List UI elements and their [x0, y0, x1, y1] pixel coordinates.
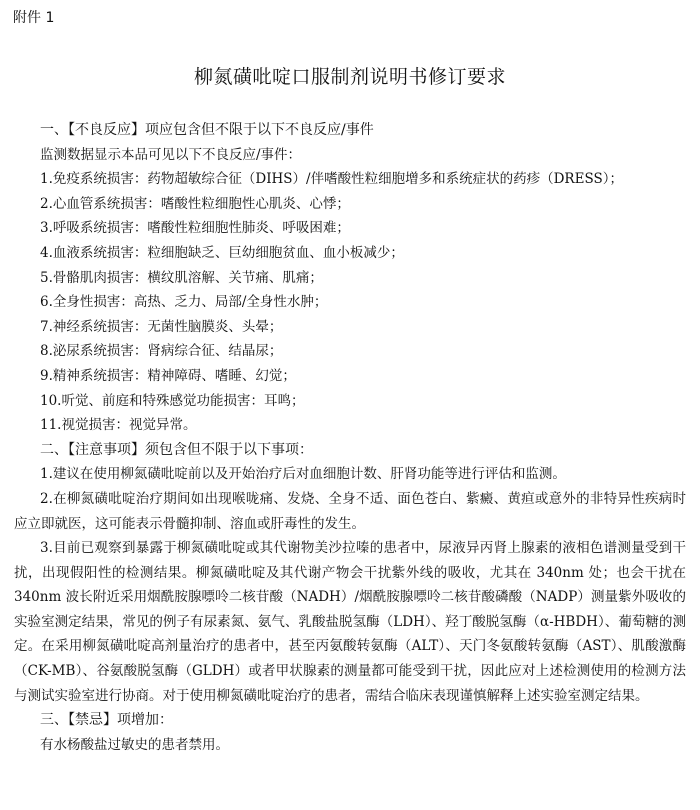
annex-label: 附件 1 [13, 10, 55, 26]
adverse-reaction-item: 8.泌尿系统损害：肾病综合征、结晶尿； [40, 343, 283, 360]
adverse-reaction-item: 7.神经系统损害：无菌性脑膜炎、头晕； [40, 318, 283, 335]
adverse-reaction-item: 2.心血管系统损害：嗜酸性粒细胞性心肌炎、心悸； [40, 195, 350, 212]
adverse-reaction-item: 9.精神系统损害：精神障碍、嗜睡、幻觉； [40, 367, 296, 384]
precaution-paragraph-1: 1.建议在使用柳氮磺吡啶前以及开始治疗后对血细胞计数、肝肾功能等进行评估和监测。 [40, 466, 566, 483]
adverse-reactions-intro: 监测数据显示本品可见以下不良反应/事件： [40, 146, 302, 163]
contraindication-text: 有水杨酸盐过敏史的患者禁用。 [40, 736, 229, 753]
adverse-reaction-item: 5.骨骼肌肉损害：横纹肌溶解、关节痛、肌痛； [40, 269, 323, 286]
adverse-reaction-item: 11.视觉损害：视觉异常。 [40, 417, 197, 434]
precaution-paragraph-2: 2.在柳氮磺吡啶治疗期间如出现喉咙痛、发烧、全身不适、面色苍白、紫癜、黄疸或意外的非特异性疾病时应立即就医，这可能表示骨髓抑制、溶血或肝毒性的发生。 [14, 490, 686, 532]
adverse-reaction-item: 10.听觉、前庭和特殊感觉功能损害：耳鸣； [40, 392, 305, 409]
precaution-paragraph-3: 3.目前已观察到暴露于柳氮磺吡啶或其代谢物美沙拉嗪的患者中，尿液异丙肾上腺素的液相色谱测量受到干扰，出现假阳性的检测结果。柳氮磺吡啶及其代谢产物会干扰紫外线的吸收，尤其在 340nm 处；也会干扰在 340nm 波长附近采用烟酰胺腺嘌呤二核苷酸（NADH）/烟酰胺腺嘌呤二核苷酸磷酸（NADP）测量紫外吸收的实验室测定结果，常见的例子有尿素氮、氨气、乳酸盐脱氢酶（LDH）、羟丁酸脱氢酶（α-HBDH）、葡萄糖的测定。在采用柳氮磺吡啶高剂量治疗的患者中，甚至丙氨酸转氨酶（ALT）、天门冬氨酸转氨酶（AST）、肌酸激酶（CK-MB）、谷氨酸脱氢酶（GLDH）或者甲状腺素的测量都可能受到干扰，因此应对上述检测使用的检测方法与测试实验室进行协商。对于使用柳氮磺吡啶治疗的患者，需结合临床表现谨慎解释上述实验室测定结果。 [14, 540, 686, 704]
adverse-reaction-item: 6.全身性损害：高热、乏力、局部/全身性水肿； [40, 294, 328, 311]
adverse-reaction-item: 4.血液系统损害：粒细胞缺乏、巨幼细胞贫血、血小板减少； [40, 244, 404, 261]
section-heading-precautions: 二、【注意事项】须包含但不限于以下事项： [40, 441, 313, 458]
section-heading-adverse-reactions: 一、【不良反应】项应包含但不限于以下不良反应/事件 [40, 122, 374, 138]
adverse-reaction-item: 1.免疫系统损害：药物超敏综合征（DIHS）/伴嗜酸性粒细胞增多和系统症状的药疹（DRESS）； [40, 171, 623, 188]
adverse-reaction-item: 3.呼吸系统损害：嗜酸性粒细胞性肺炎、呼吸困难； [40, 220, 350, 237]
section-heading-contraindications: 三、【禁忌】项增加： [40, 712, 173, 729]
document-body [14, 118, 686, 757]
document-title: 柳氮磺吡啶口服制剂说明书修订要求 [193, 66, 506, 88]
